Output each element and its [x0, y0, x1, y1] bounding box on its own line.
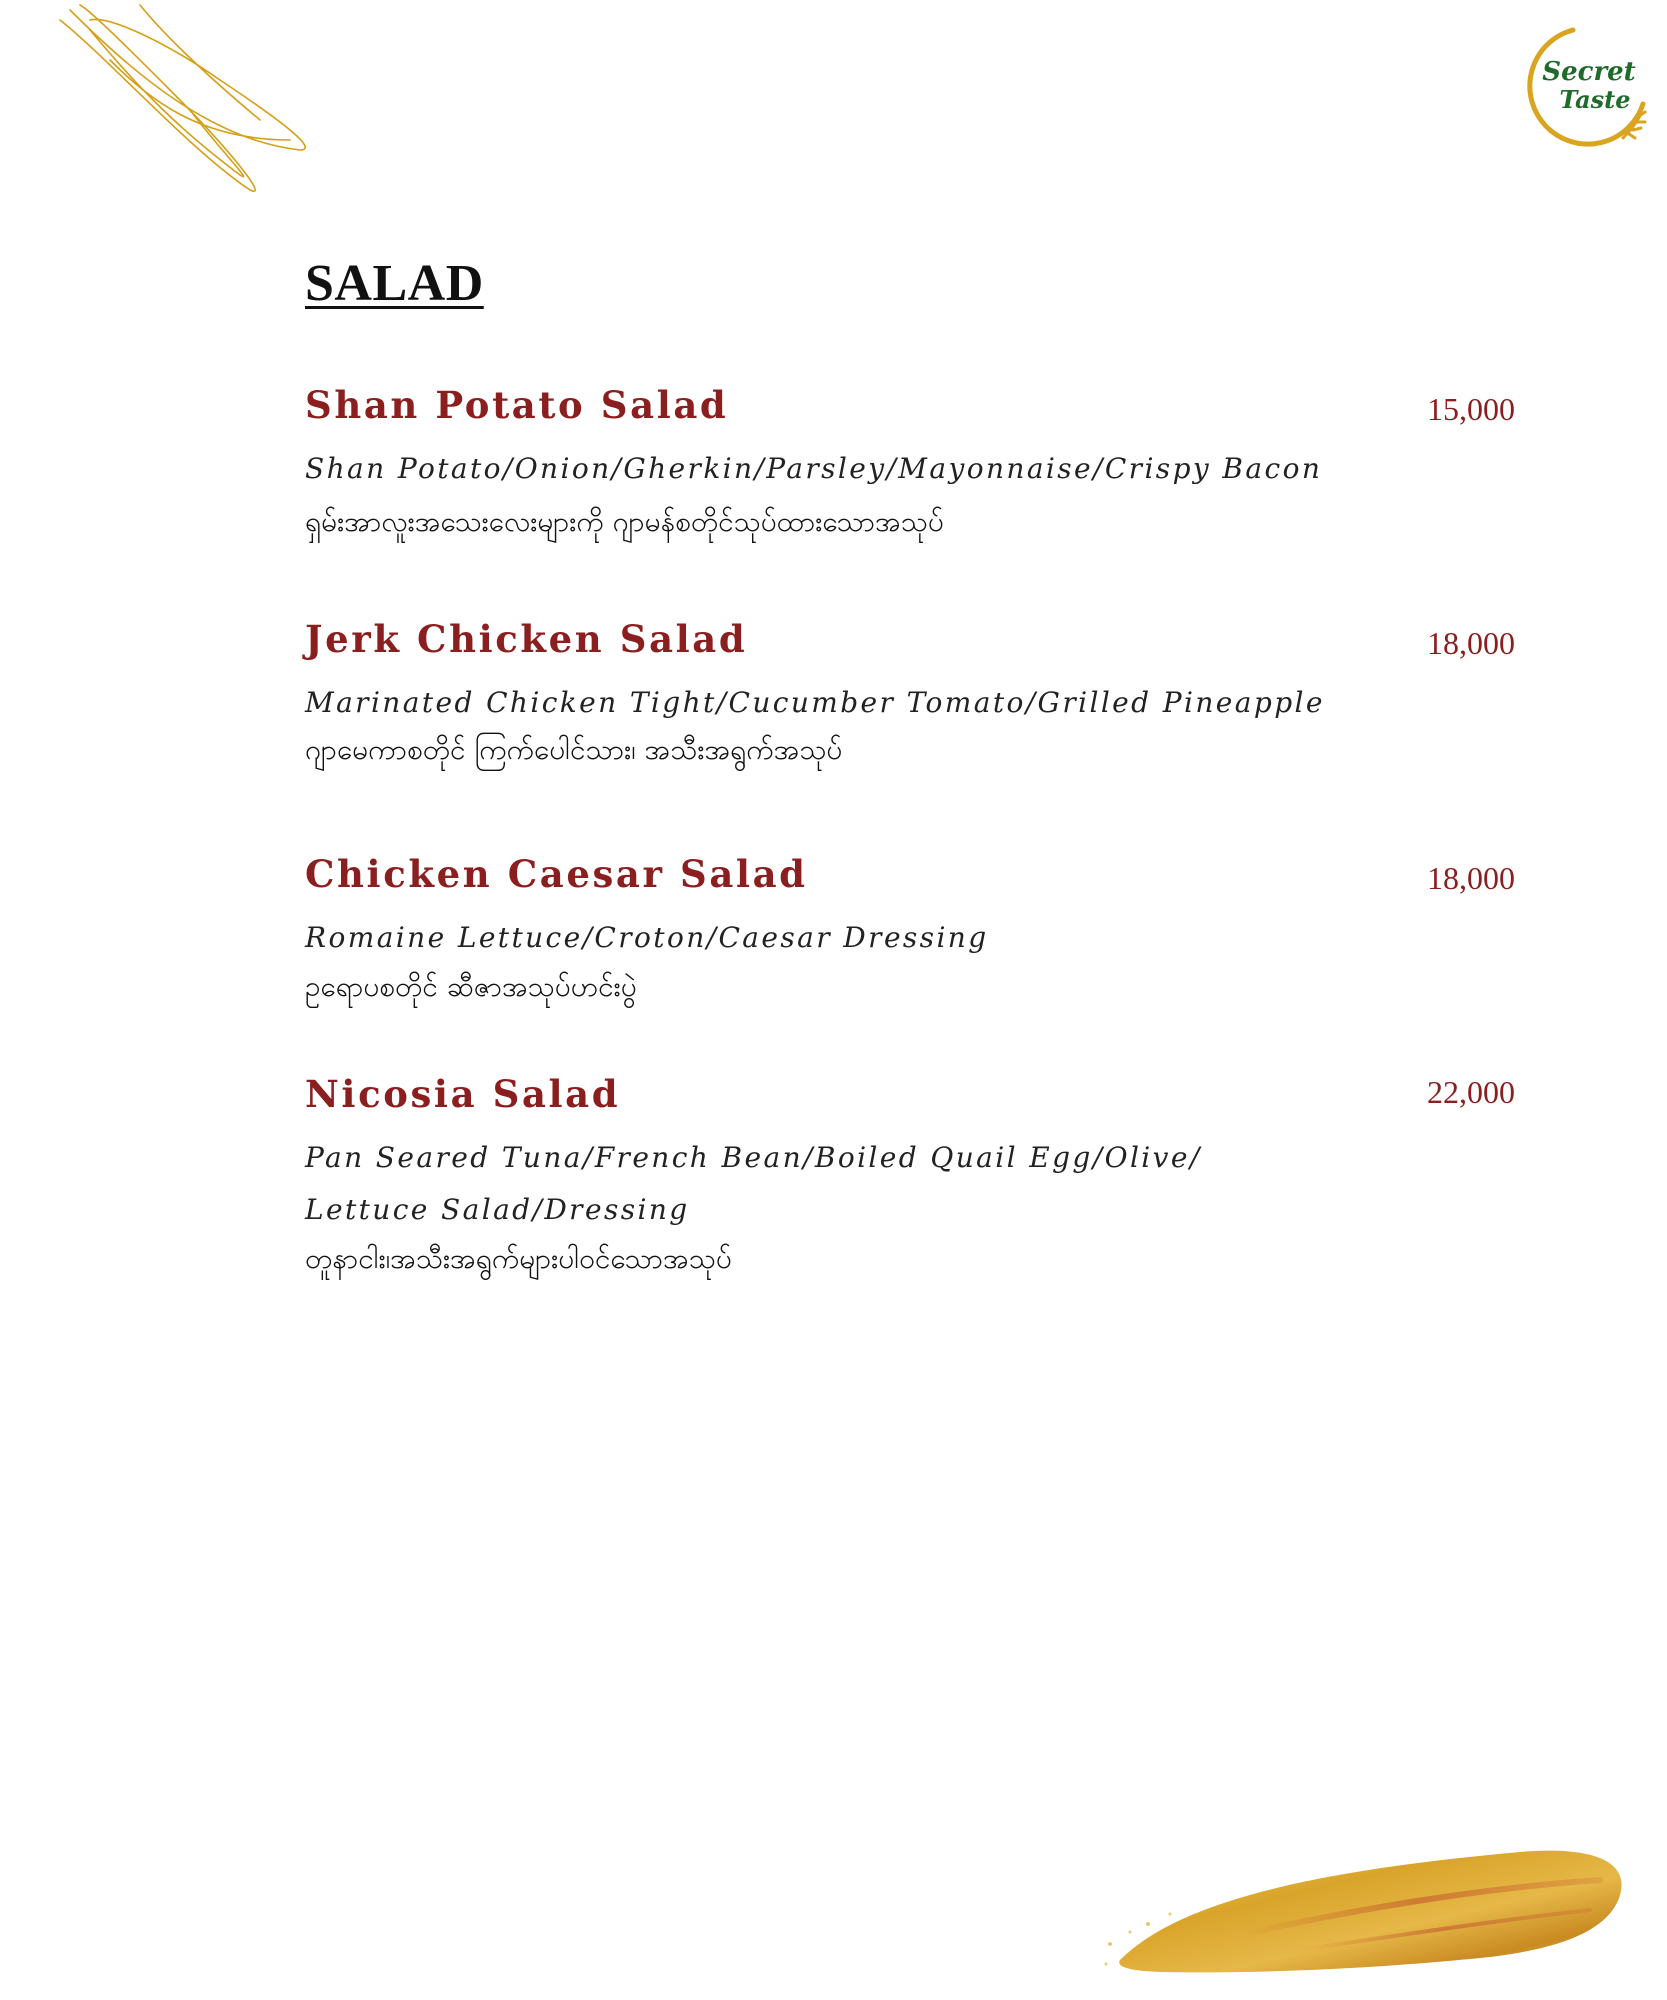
item-name: Nicosia Salad: [305, 1072, 621, 1116]
item-price: 22,000: [1427, 1074, 1515, 1110]
item-description: [305, 677, 1355, 729]
item-burmese-description: ဂျာမေကာစတိုင် ကြက်ပေါင်သား၊ အသီးအရွက်အသုပ်: [305, 733, 843, 766]
gold-scribble-decoration: [50, 0, 320, 200]
page-title: SALAD: [305, 255, 484, 312]
item-description-line: Lettuce Salad/Dressing: [305, 1193, 690, 1226]
item-description-line: Marinated Chicken Tight/Cucumber Tomato/Grilled Pineapple: [305, 686, 1325, 719]
item-description: [305, 443, 1355, 495]
item-burmese-description: တူနာငါး၊အသီးအရွက်များပါဝင်သောအသုပ်: [305, 1242, 732, 1275]
item-name: Chicken Caesar Salad: [305, 852, 808, 896]
item-name: Jerk Chicken Salad: [305, 617, 748, 661]
logo-line2: Taste: [1559, 85, 1631, 114]
item-price: 18,000: [1427, 860, 1515, 896]
item-description: [305, 1132, 1355, 1236]
item-burmese-description: ဥရောပစတိုင် ဆီဇာအသုပ်ဟင်းပွဲ: [305, 970, 637, 1003]
item-price: 15,000: [1427, 391, 1515, 427]
item-price: 18,000: [1427, 625, 1515, 661]
item-description-line: Shan Potato/Onion/Gherkin/Parsley/Mayonnaise/Crispy Bacon: [305, 452, 1323, 485]
item-description: [305, 912, 1355, 964]
secret-taste-logo: [1515, 18, 1655, 158]
item-burmese-description: ရှမ်းအာလူးအသေးလေးများကို ဂျာမန်စတိုင်သုပ်ထားသောအသုပ်: [305, 505, 944, 538]
gold-brush-stroke-decoration: [1100, 1840, 1640, 1980]
logo-line1: Secret: [1542, 57, 1636, 87]
item-description-line: Pan Seared Tuna/French Bean/Boiled Quail Egg/Olive/: [305, 1141, 1202, 1174]
item-name: Shan Potato Salad: [305, 383, 729, 427]
item-description-line: Romaine Lettuce/Croton/Caesar Dressing: [305, 921, 989, 954]
